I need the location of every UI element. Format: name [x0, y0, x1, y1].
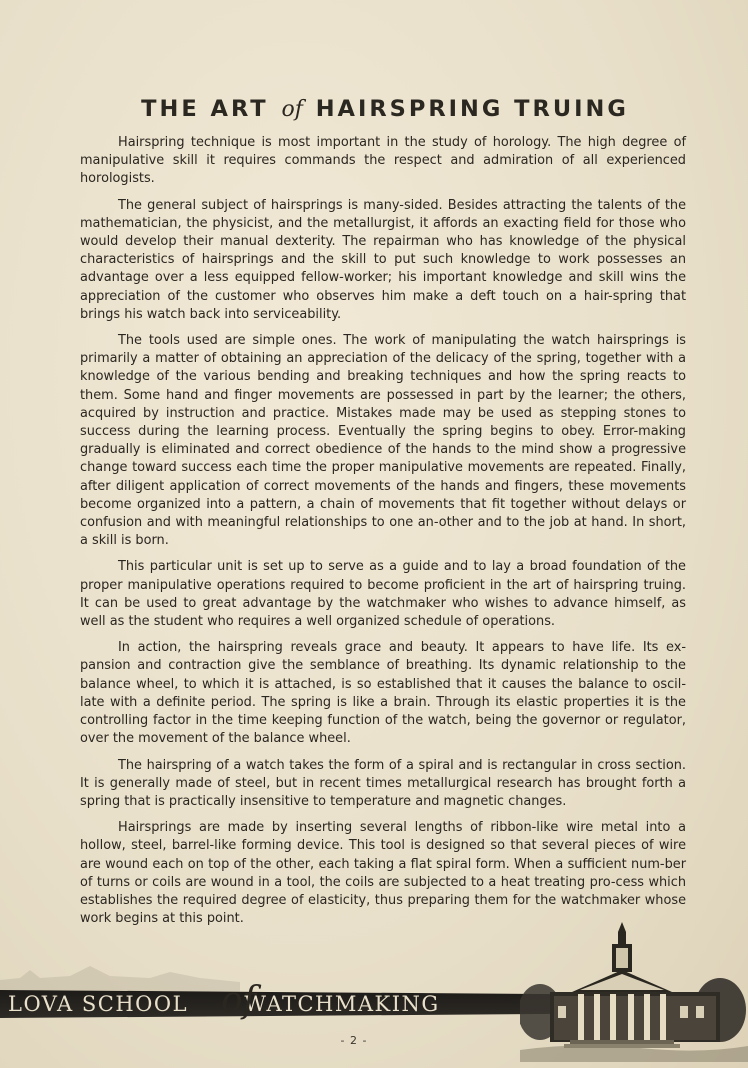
school-building-illustration	[520, 922, 748, 1062]
paragraph: This particular unit is set up to serve as a guide and to lay a broad foundation of the proper manipulative operations required to become proficient in the art of hairspring truing. It can be used to great advantage by the watchmaker who wishes to advance himself, as well as the student who requires a well organized schedule of operations.	[80, 559, 686, 630]
paragraph: The hairspring of a watch takes the form of a spiral and is rectangular in cross section. It is generally made of steel, but in recent times metallurgical research has brought forth a spring that is practically insensitive to temperature and magnetic changes.	[80, 757, 686, 809]
page-title	[80, 96, 690, 122]
page-number: - 2 -	[340, 1034, 368, 1047]
paragraph: The tools used are simple ones. The work of manipulating the watch hairsprings is primarily a matter of obtaining an appreciation of the delicacy of the spring, together with a knowledge of the various bending and breaking techniques and how the spring reacts to them. Some hand and finger movements are possessed in part by the learner; the others, acquired by instruction and practice. Mistakes made may be used as stepping stones to success during the learning process. Eventually the spring begins to obey. Error-making gradually is eliminated and correct obedience of the hands to the mind show a progressive change toward success each time the proper manipulative movements are repeated. Finally, after diligent application of correct movements of the hands and fingers, these movements become organized into a pattern, a chain of movements that fit together without delays or confusion and with meaningful relationships to one an-other and to the job at hand. In short, a skill is born.	[80, 333, 686, 549]
paragraph: The general subject of hairsprings is many-sided. Besides attracting the talents of the mathematician, the physicist, and the metallurgist, it affords an exacting field for those who would develop their manual dexterity. The repairman who has knowledge of the physical characteristics of hairsprings and the skill to put such knowledge to work possesses an advantage over a less equipped fellow-worker; his important knowledge and skill wins the appreciation of the customer who observes him make a deft touch on a hair-spring that brings his watch back into serviceability.	[80, 197, 686, 322]
title-part-2: HAIRSPRING TRUING	[315, 96, 629, 122]
body-text	[80, 134, 686, 936]
paragraph: Hairspring technique is most important in the study of horology. The high degree of manipulative skill it requires commands the respect and admiration of all experienced horologists.	[80, 135, 686, 187]
banner-right-text: WATCHMAKING	[244, 992, 440, 1016]
paragraph: In action, the hairspring reveals grace and beauty. It appears to have life. Its ex-pansion and contraction give the semblance of breathing. Its dynamic relationship to the balance wheel, to which it is attached, is so established that it causes the balance to oscil-late with a definite period. The spring is like a brain. Through its elastic properties it is the controlling factor in the time keeping function of the watch, being the governor or regulator, over the movement of the balance wheel.	[80, 640, 686, 747]
banner-of-script: of	[221, 980, 256, 1021]
title-of: of	[281, 97, 303, 122]
paragraph: Hairsprings are made by inserting several lengths of ribbon-like wire metal into a hollow, steel, barrel-like forming device. This tool is designed so that several pieces of wire are wound each on top of the other, each taking a flat spiral form. When a sufficient num-ber of turns or coils are wound in a tool, the coils are subjected to a heat treating pro-cess which establishes the required degree of elasticity, thus preparing them for the watchmaker whose work begins at this point.	[80, 820, 686, 927]
title-part-1: THE ART	[141, 96, 269, 122]
banner-left-text: LOVA SCHOOL	[8, 992, 189, 1016]
